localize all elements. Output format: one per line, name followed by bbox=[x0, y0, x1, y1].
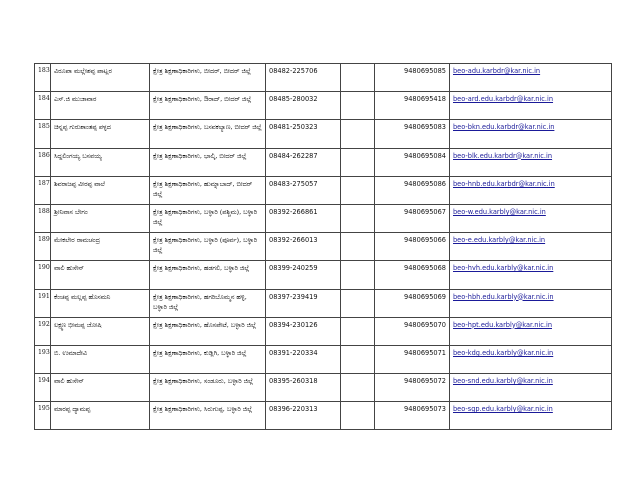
table-body bbox=[35, 64, 612, 430]
officer-name: ಶಿವರಾಜಪ್ಪ ವೀರಪ್ಪ ವಾಲೆ bbox=[51, 176, 150, 204]
office-designation: ಕ್ಷೇತ್ರ ಶಿಕ್ಷಣಾಧಿಕಾರಿಗಳು, ಸಂಡೂರು, ಬಳ್ಳಾರಿ ಜಿಲ್ಲೆ bbox=[150, 374, 266, 402]
email-link[interactable]: beo-kdg.edu.karbly@kar.nic.in bbox=[450, 345, 612, 373]
empty-cell bbox=[341, 261, 375, 289]
mobile-number: 9480695073 bbox=[375, 402, 450, 430]
officer-name: ಬಿ. ಉಮಾದೇವಿ bbox=[51, 345, 150, 373]
table-row bbox=[35, 64, 612, 92]
serial-number: 187 bbox=[35, 176, 51, 204]
serial-number: 183 bbox=[35, 64, 51, 92]
mobile-number: 9480695068 bbox=[375, 261, 450, 289]
phone-number: 08483-275057 bbox=[266, 176, 341, 204]
email-link[interactable]: beo-bkn.edu.karbdr@kar.nic.in bbox=[450, 120, 612, 148]
table-row bbox=[35, 345, 612, 373]
mobile-number: 9480695069 bbox=[375, 289, 450, 317]
mobile-number: 9480695070 bbox=[375, 317, 450, 345]
officer-name: ಸಿದ್ದಲಿಂಗಯ್ಯ ಬಸವಯ್ಯ bbox=[51, 148, 150, 176]
mobile-number: 9480695071 bbox=[375, 345, 450, 373]
phone-number: 08482-225706 bbox=[266, 64, 341, 92]
empty-cell bbox=[341, 120, 375, 148]
officer-name: ಚಿನ್ನಪ್ಪ ಗುರುಶಾಂತಪ್ಪ ಪಳ್ಳದ bbox=[51, 120, 150, 148]
office-designation: ಕ್ಷೇತ್ರ ಶಿಕ್ಷಣಾಧಿಕಾರಿಗಳು, ಹುಮ್ನಾಬಾದ್, ಬೀದರ್ ಜಿಲ್ಲೆ bbox=[150, 176, 266, 204]
email-link[interactable]: beo-adu.karbdr@kar.nic.in bbox=[450, 64, 612, 92]
phone-number: 08394-230126 bbox=[266, 317, 341, 345]
serial-number: 188 bbox=[35, 204, 51, 232]
office-designation: ಕ್ಷೇತ್ರ ಶಿಕ್ಷಣಾಧಿಕಾರಿಗಳು, ಬೀದರ್, ಬೀದರ್ ಜಿಲ್ಲೆ bbox=[150, 64, 266, 92]
officer-name: ಶ್ರೀನಿವಾಸ ಬೇಗಂ bbox=[51, 204, 150, 232]
office-designation: ಕ್ಷೇತ್ರ ಶಿಕ್ಷಣಾಧಿಕಾರಿಗಳು, ಬಸವಕಲ್ಯಾಣ, ಬೀದರ್ ಜಿಲ್ಲೆ bbox=[150, 120, 266, 148]
email-link[interactable]: beo-hnb.edu.karbdr@kar.nic.in bbox=[450, 176, 612, 204]
office-designation: ಕ್ಷೇತ್ರ ಶಿಕ್ಷಣಾಧಿಕಾರಿಗಳು, ಬಳ್ಳಾರಿ (ಪಶ್ಚಿಮ), ಬಳ್ಳಾರಿ ಜಿಲ್ಲೆ bbox=[150, 204, 266, 232]
empty-cell bbox=[341, 233, 375, 261]
email-link[interactable]: beo-blk.edu.karbdr@kar.nic.in bbox=[450, 148, 612, 176]
officer-name: ವಾಲಿ ಹುಸೇನ್ bbox=[51, 261, 150, 289]
phone-number: 08395-260318 bbox=[266, 374, 341, 402]
serial-number: 190 bbox=[35, 261, 51, 289]
empty-cell bbox=[341, 289, 375, 317]
office-designation: ಕ್ಷೇತ್ರ ಶಿಕ್ಷಣಾಧಿಕಾರಿಗಳು, ಹೊಸಪೇಟೆ, ಬಳ್ಳಾರಿ ಜಿಲ್ಲೆ bbox=[150, 317, 266, 345]
email-link[interactable]: beo-sgp.edu.karbly@kar.nic.in bbox=[450, 402, 612, 430]
table-row bbox=[35, 176, 612, 204]
empty-cell bbox=[341, 374, 375, 402]
officer-name: ಲಕ್ಷ್ಮಣ ಭೀಮಪ್ಪ ಜೋಷಿ bbox=[51, 317, 150, 345]
table-row bbox=[35, 92, 612, 120]
table-row bbox=[35, 148, 612, 176]
mobile-number: 9480695067 bbox=[375, 204, 450, 232]
phone-number: 08399-240259 bbox=[266, 261, 341, 289]
serial-number: 193 bbox=[35, 345, 51, 373]
email-link[interactable]: beo-ard.edu.karbdr@kar.nic.in bbox=[450, 92, 612, 120]
serial-number: 195 bbox=[35, 402, 51, 430]
phone-number: 08485-280032 bbox=[266, 92, 341, 120]
email-link[interactable]: beo-hbh.edu.karbly@kar.nic.in bbox=[450, 289, 612, 317]
empty-cell bbox=[341, 64, 375, 92]
table-row bbox=[35, 289, 612, 317]
empty-cell bbox=[341, 317, 375, 345]
office-designation: ಕ್ಷೇತ್ರ ಶಿಕ್ಷಣಾಧಿಕಾರಿಗಳು, ಬಳ್ಳಾರಿ (ಪೂರ್ವ), ಬಳ್ಳಾರಿ ಜಿಲ್ಲೆ bbox=[150, 233, 266, 261]
office-designation: ಕ್ಷೇತ್ರ ಶಿಕ್ಷಣಾಧಿಕಾರಿಗಳು, ಹಡಗಲಿ, ಬಳ್ಳಾರಿ ಜಿಲ್ಲೆ bbox=[150, 261, 266, 289]
mobile-number: 9480695083 bbox=[375, 120, 450, 148]
phone-number: 08392-266013 bbox=[266, 233, 341, 261]
empty-cell bbox=[341, 92, 375, 120]
email-link[interactable]: beo-e.edu.karbly@kar.nic.in bbox=[450, 233, 612, 261]
office-designation: ಕ್ಷೇತ್ರ ಶಿಕ್ಷಣಾಧಿಕಾರಿಗಳು, ಹಗರಿಬೊಮ್ಮನ ಹಳ್ಳಿ, ಬಳ್ಳಾರಿ ಜಿಲ್ಲೆ bbox=[150, 289, 266, 317]
phone-number: 08396-220313 bbox=[266, 402, 341, 430]
mobile-number: 9480695066 bbox=[375, 233, 450, 261]
empty-cell bbox=[341, 402, 375, 430]
mobile-number: 9480695072 bbox=[375, 374, 450, 402]
officer-name: ಮಾರಪ್ಪ ದ್ಯಾಮಪ್ಪ bbox=[51, 402, 150, 430]
mobile-number: 9480695084 bbox=[375, 148, 450, 176]
office-designation: ಕ್ಷೇತ್ರ ಶಿಕ್ಷಣಾಧಿಕಾರಿಗಳು, ಕುಡ್ಲಿಗಿ, ಬಳ್ಳಾರಿ ಜಿಲ್ಲೆ bbox=[150, 345, 266, 373]
table-row bbox=[35, 204, 612, 232]
empty-cell bbox=[341, 148, 375, 176]
serial-number: 186 bbox=[35, 148, 51, 176]
mobile-number: 9480695086 bbox=[375, 176, 450, 204]
mobile-number: 9480695418 bbox=[375, 92, 450, 120]
phone-number: 08392-266861 bbox=[266, 204, 341, 232]
email-link[interactable]: beo-w.edu.karbly@kar.nic.in bbox=[450, 204, 612, 232]
serial-number: 192 bbox=[35, 317, 51, 345]
table-row bbox=[35, 261, 612, 289]
phone-number: 08391-220334 bbox=[266, 345, 341, 373]
table-row bbox=[35, 402, 612, 430]
officer-name: ವಿರೂಪಾ ಮಲ್ಲೇಶಪ್ಪ ಪಾಟ್ಲರ bbox=[51, 64, 150, 92]
mobile-number: 9480695085 bbox=[375, 64, 450, 92]
table-row bbox=[35, 374, 612, 402]
officer-name: ವಾಲಿ ಹುಸೇನ್ bbox=[51, 374, 150, 402]
email-link[interactable]: beo-snd.edu.karbly@kar.nic.in bbox=[450, 374, 612, 402]
office-designation: ಕ್ಷೇತ್ರ ಶಿಕ್ಷಣಾಧಿಕಾರಿಗಳು, ಸಿರುಗುಪ್ಪ, ಬಳ್ಳಾರಿ ಜಿಲ್ಲೆ bbox=[150, 402, 266, 430]
contact-table bbox=[34, 63, 612, 430]
serial-number: 185 bbox=[35, 120, 51, 148]
serial-number: 191 bbox=[35, 289, 51, 317]
office-designation: ಕ್ಷೇತ್ರ ಶಿಕ್ಷಣಾಧಿಕಾರಿಗಳು, ಔರಾದ್, ಬೀದರ್ ಜಿಲ್ಲೆ bbox=[150, 92, 266, 120]
office-designation: ಕ್ಷೇತ್ರ ಶಿಕ್ಷಣಾಧಿಕಾರಿಗಳು, ಭಾಲ್ಕಿ, ಬೀದರ್ ಜಿಲ್ಲೆ bbox=[150, 148, 266, 176]
serial-number: 189 bbox=[35, 233, 51, 261]
table-row bbox=[35, 233, 612, 261]
email-link[interactable]: beo-hpt.edu.karbly@kar.nic.in bbox=[450, 317, 612, 345]
table-row bbox=[35, 120, 612, 148]
phone-number: 08484-262287 bbox=[266, 148, 341, 176]
officer-name: ಮೇಕಲೇರ ರಾಮಚಂದ್ರ bbox=[51, 233, 150, 261]
email-link[interactable]: beo-hvh.edu.karbly@kar.nic.in bbox=[450, 261, 612, 289]
phone-number: 08397-239419 bbox=[266, 289, 341, 317]
table-row bbox=[35, 317, 612, 345]
empty-cell bbox=[341, 176, 375, 204]
officer-name: ಎಸ್.ಜಿ ಮುಜಾವಾರ bbox=[51, 92, 150, 120]
officer-name: ಕೆಂಚಪ್ಪ ಮಲ್ಲಪ್ಪ ಹೊಸಮನಿ bbox=[51, 289, 150, 317]
empty-cell bbox=[341, 204, 375, 232]
empty-cell bbox=[341, 345, 375, 373]
serial-number: 184 bbox=[35, 92, 51, 120]
phone-number: 08481-250323 bbox=[266, 120, 341, 148]
serial-number: 194 bbox=[35, 374, 51, 402]
